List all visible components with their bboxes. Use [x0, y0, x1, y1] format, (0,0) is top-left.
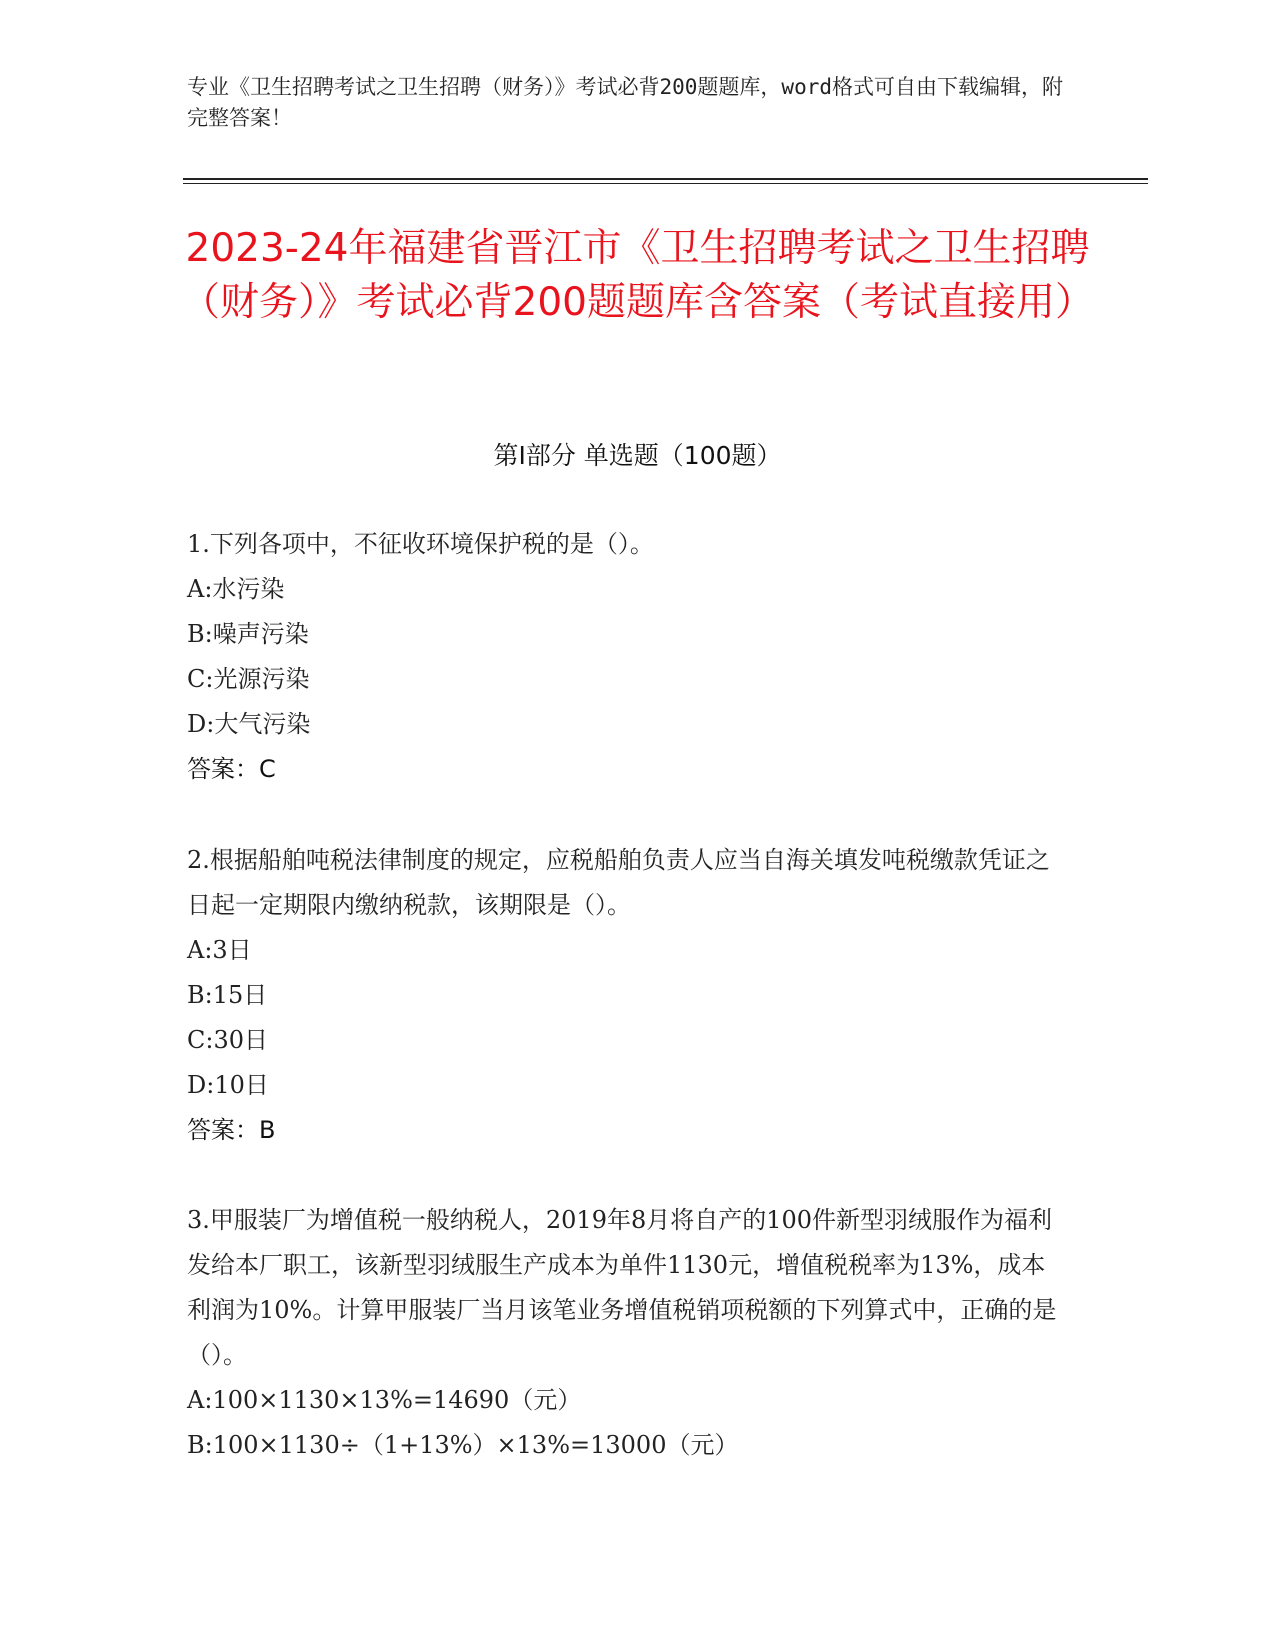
option-c: C:30日: [187, 1026, 268, 1054]
option-b: B:15日: [187, 981, 268, 1009]
option-c: C:光源污染: [187, 665, 310, 693]
header-rule-thick: [183, 178, 1148, 180]
header-rule-thin: [183, 183, 1148, 184]
answer: 答案：C: [187, 755, 276, 783]
option-d: D:10日: [187, 1071, 269, 1099]
question-stem: 1.下列各项中，不征收环境保护税的是（）。: [187, 530, 654, 558]
question-2: [187, 838, 1067, 1153]
question-stem: 2.根据船舶吨税法律制度的规定，应税船舶负责人应当自海关填发吨税缴款凭证之日起一定期限内缴纳税款，该期限是（）。: [187, 846, 1050, 919]
header-text: 专业《卫生招聘考试之卫生招聘（财务）》考试必背200题题库，word格式可自由下载编辑，附完整答案！: [187, 75, 1063, 130]
answer: 答案：B: [187, 1116, 276, 1144]
question-3: [187, 1198, 1067, 1468]
document-title: 2023-24年福建省晋江市《卫生招聘考试之卫生招聘（财务）》考试必背200题题库含答案（考试直接用）: [181, 226, 1094, 325]
question-stem: 3.甲服装厂为增值税一般纳税人，2019年8月将自产的100件新型羽绒服作为福利发给本厂职工，该新型羽绒服生产成本为单件1130元，增值税税率为13%，成本利润为10%。计算甲服装厂当月该笔业务增值税销项税额的下列算式中，正确的是（）。: [187, 1206, 1057, 1369]
option-a: A:水污染: [187, 575, 285, 603]
option-b: B:噪声污染: [187, 620, 309, 648]
question-1: [187, 522, 1067, 792]
section-heading: 第Ⅰ部分 单选题（100题）: [493, 441, 782, 470]
option-d: D:大气污染: [187, 710, 311, 738]
option-a: A:100×1130×13%=14690（元）: [187, 1386, 582, 1414]
option-a: A:3日: [187, 936, 252, 964]
option-b: B:100×1130÷（1+13%）×13%=13000（元）: [187, 1431, 739, 1459]
